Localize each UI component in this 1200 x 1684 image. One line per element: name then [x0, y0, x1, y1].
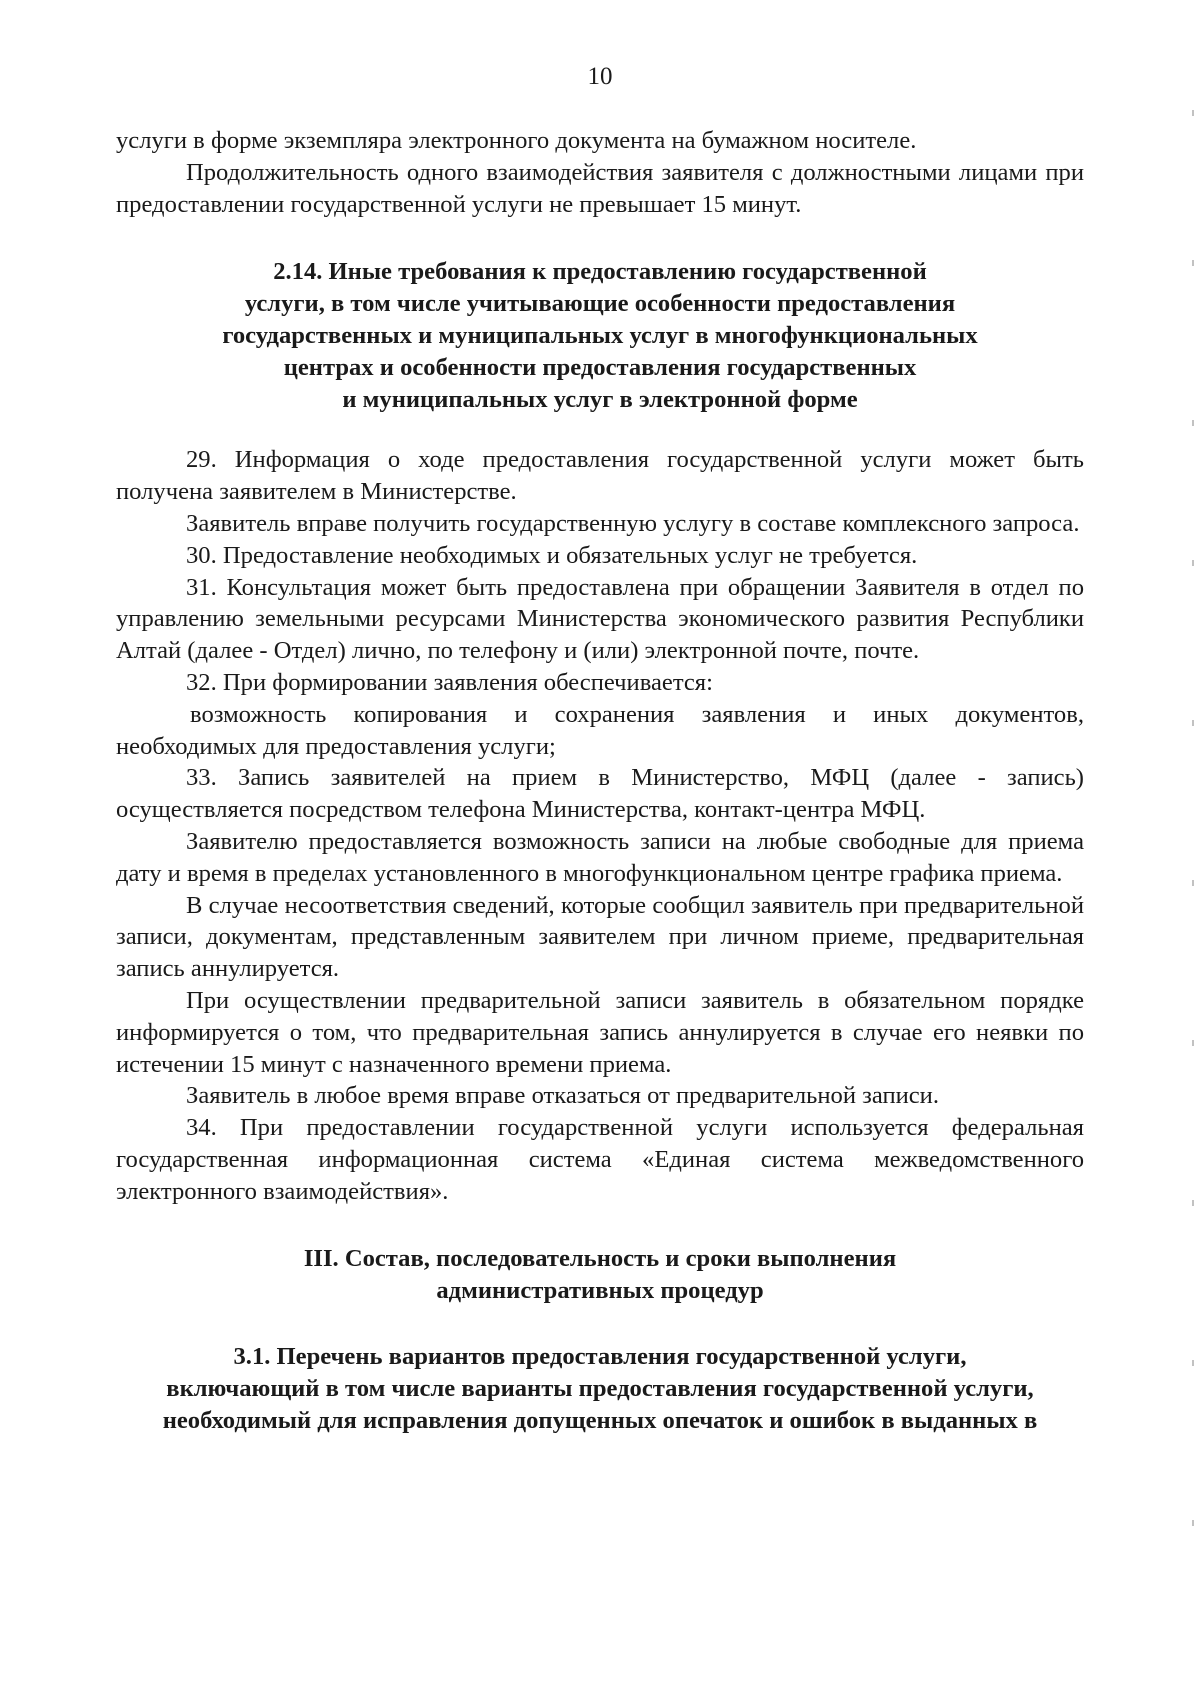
- heading-line: и муниципальных услуг в электронной форме: [342, 386, 858, 414]
- heading-line: административных процедур: [436, 1276, 764, 1304]
- scan-mark: [1192, 420, 1194, 426]
- paragraph: Продолжительность одного взаимодействия заявителя с должностными лицами при предоставлении государственной услуги не превышает 15 минут.: [116, 158, 1084, 218]
- heading-line: III. Состав, последовательность и сроки выполнения: [303, 1244, 897, 1272]
- scan-mark: [1192, 110, 1194, 116]
- heading-line: услуги, в том числе учитывающие особенности предоставления: [244, 290, 956, 318]
- paragraph-32: 32. При формировании заявления обеспечивается:: [186, 668, 713, 696]
- heading-line: необходимый для исправления допущенных опечаток и ошибок в выданных в: [162, 1406, 1038, 1434]
- paragraph-30: 30. Предоставление необходимых и обязательных услуг не требуется.: [186, 541, 918, 569]
- heading-line: включающий в том числе варианты предоставления государственной услуги,: [166, 1374, 1034, 1402]
- paragraph: услуги в форме экземпляра электронного документа на бумажном носителе.: [116, 127, 917, 154]
- paragraph: Заявитель в любое время вправе отказаться от предварительной записи.: [186, 1082, 939, 1110]
- scan-mark: [1192, 1040, 1194, 1046]
- scan-edge-marks: [1186, 0, 1200, 1684]
- scan-mark: [1192, 560, 1194, 566]
- heading-line: 2.14. Иные требования к предоставлению государственной: [273, 258, 927, 286]
- scan-mark: [1192, 1360, 1194, 1366]
- section-heading-2-14: [116, 256, 1084, 416]
- paragraph: возможность копирования и сохранения заявления и иных документов, необходимых для предоставления услуги;: [116, 700, 1084, 760]
- paragraph-34: 34. При предоставлении государственной услуги используется федеральная государственная информационная система «Единая система межведомственного электронного взаимодействия».: [116, 1114, 1084, 1205]
- scan-mark: [1192, 260, 1194, 266]
- section-heading-3-1: [116, 1341, 1084, 1437]
- scan-mark: [1192, 720, 1194, 726]
- paragraph: В случае несоответствия сведений, которые сообщил заявитель при предварительной записи, документам, представленным заявителем при личном приеме, предварительная запись аннулируется.: [116, 891, 1084, 983]
- document-body: [116, 125, 1084, 1437]
- page-number: 10: [587, 63, 613, 90]
- paragraph: Заявитель вправе получить государственную услугу в составе комплексного запроса.: [186, 509, 1080, 537]
- heading-line: государственных и муниципальных услуг в многофункциональных: [222, 322, 978, 350]
- scan-mark: [1192, 880, 1194, 886]
- paragraph-31: 31. Консультация может быть предоставлена при обращении Заявителя в отдел по управлению земельными ресурсами Министерства экономического развития Республики Алтай (далее - Отдел) лично, по телефону и (или) электронной почте, почте.: [116, 573, 1084, 665]
- paragraph: При осуществлении предварительной записи заявитель в обязательном порядке информируется о том, что предварительная запись аннулируется в случае его неявки по истечении 15 минут с назначенного времени приема.: [116, 986, 1084, 1078]
- scan-mark: [1192, 1520, 1194, 1526]
- heading-line: центрах и особенности предоставления государственных: [283, 354, 917, 382]
- section-heading-III: [116, 1243, 1084, 1307]
- paragraph-29: 29. Информация о ходе предоставления государственной услуги может быть получена заявителем в Министерстве.: [116, 446, 1084, 506]
- scan-mark: [1192, 1200, 1194, 1206]
- heading-line: 3.1. Перечень вариантов предоставления государственной услуги,: [233, 1342, 967, 1370]
- paragraph: Заявителю предоставляется возможность записи на любые свободные для приема дату и время в пределах установленного в многофункциональном центре графика приема.: [116, 827, 1084, 887]
- paragraph-33: 33. Запись заявителей на прием в Министерство, МФЦ (далее - запись) осуществляется посредством телефона Министерства, контакт-центра МФЦ.: [116, 764, 1084, 824]
